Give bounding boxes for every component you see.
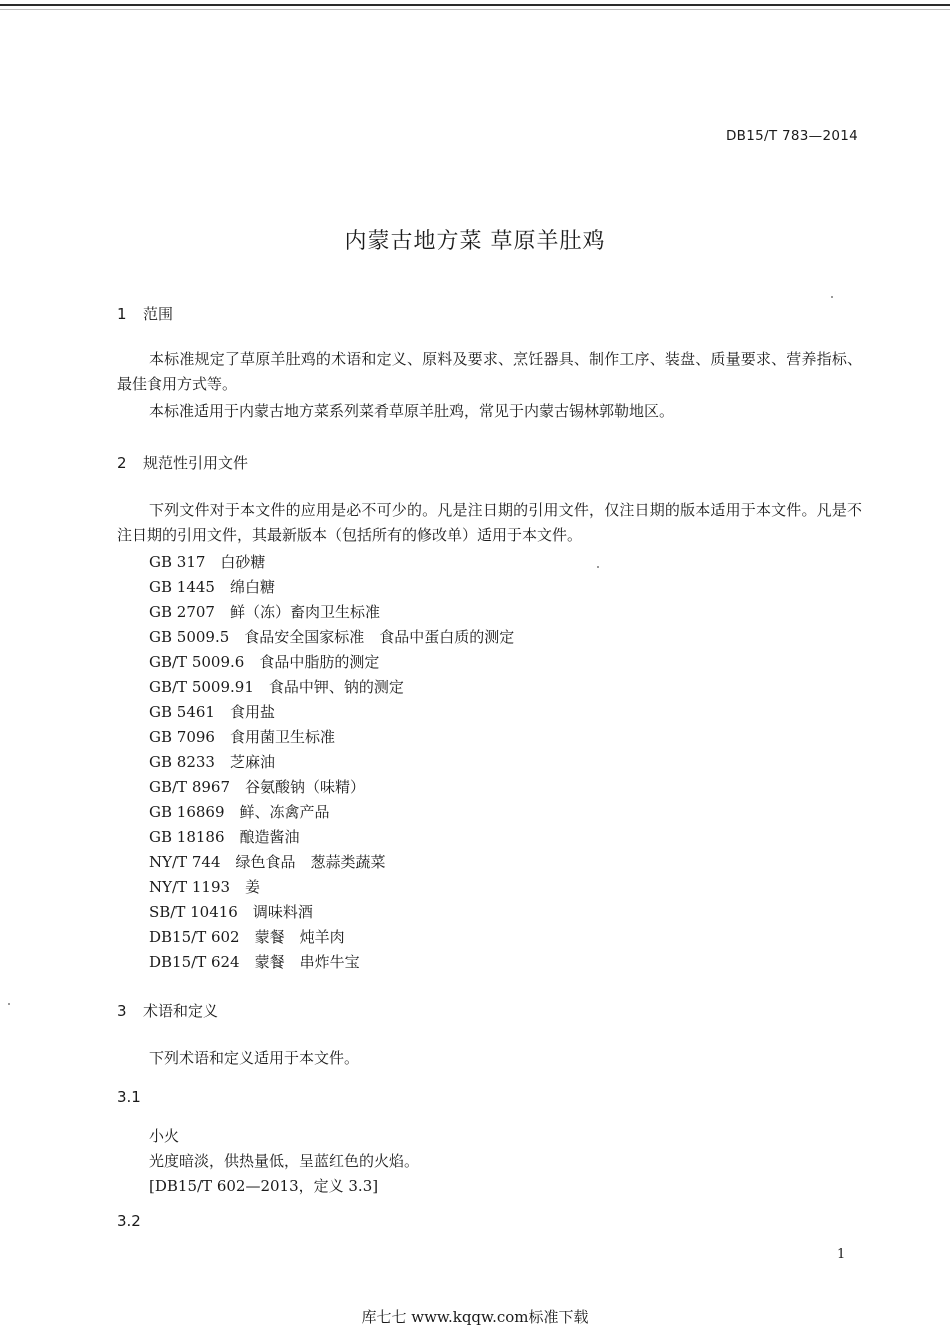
- section-number: 1: [117, 305, 127, 323]
- top-border-line: [0, 4, 950, 6]
- reference-item: GB 5009.5 食品安全国家标准 食品中蛋白质的测定: [149, 628, 515, 646]
- reference-item: GB 16869 鲜、冻禽产品: [149, 803, 330, 821]
- section-title: 规范性引用文件: [143, 454, 249, 472]
- reference-item: GB/T 5009.6 食品中脂肪的测定: [149, 653, 380, 671]
- paragraph-references-intro: 下列文件对于本文件的应用是必不可少的。凡是注日期的引用文件，仅注日期的版本适用于本文件。凡是不注日期的引用文件，其最新版本（包括所有的修改单）适用于本文件。: [117, 501, 862, 544]
- reference-item: DB15/T 602 蒙餐 炖羊肉: [149, 928, 345, 946]
- subsection-number-3-1: 3.1: [117, 1088, 141, 1106]
- reference-item: GB 5461 食用盐: [149, 703, 275, 721]
- document-title: 内蒙古地方菜 草原羊肚鸡: [344, 229, 606, 254]
- footer-watermark: 库七七 www.kqqw.com标准下载: [361, 1308, 589, 1326]
- top-border-line-thin: [0, 9, 950, 10]
- section-title: 术语和定义: [143, 1002, 219, 1020]
- page-number: 1: [837, 1247, 846, 1262]
- section-number: 2: [117, 454, 127, 472]
- scan-speck: [8, 1003, 10, 1005]
- reference-item: GB 317 白砂糖: [149, 553, 266, 571]
- paragraph-scope-1: 本标准规定了草原羊肚鸡的术语和定义、原料及要求、烹饪器具、制作工序、装盘、质量要求、营养指标、最佳食用方式等。: [117, 350, 862, 393]
- reference-item: SB/T 10416 调味料酒: [149, 903, 313, 921]
- reference-item: GB 2707 鲜（冻）畜肉卫生标准: [149, 603, 380, 621]
- scan-speck: [597, 566, 599, 568]
- section-number: 3: [117, 1002, 127, 1020]
- section-heading-1: [117, 303, 173, 324]
- reference-item: DB15/T 624 蒙餐 串炸牛宝: [149, 953, 360, 971]
- document-number: DB15/T 783—2014: [725, 128, 858, 144]
- reference-item: GB/T 8967 谷氨酸钠（味精）: [149, 778, 366, 796]
- section-heading-3: [117, 1000, 218, 1021]
- reference-item: GB/T 5009.91 食品中钾、钠的测定: [149, 678, 404, 696]
- paragraph-scope-2: 本标准适用于内蒙古地方菜系列菜肴草原羊肚鸡，常见于内蒙古锡林郭勒地区。: [149, 402, 675, 420]
- term-name: 小火: [149, 1127, 180, 1145]
- paragraph-terms-intro: 下列术语和定义适用于本文件。: [149, 1049, 360, 1067]
- subsection-number-3-2: 3.2: [117, 1212, 141, 1230]
- section-heading-2: [117, 452, 248, 473]
- reference-item: GB 8233 芝麻油: [149, 753, 275, 771]
- reference-item: NY/T 744 绿色食品 葱蒜类蔬菜: [149, 853, 386, 871]
- reference-item: NY/T 1193 姜: [149, 878, 261, 896]
- reference-item: GB 7096 食用菌卫生标准: [149, 728, 335, 746]
- section-title: 范围: [143, 305, 174, 323]
- reference-item: GB 18186 酿造酱油: [149, 828, 300, 846]
- term-definition: 光度暗淡，供热量低，呈蓝红色的火焰。: [149, 1152, 420, 1170]
- reference-item: GB 1445 绵白糖: [149, 578, 275, 596]
- scan-speck: [831, 296, 833, 298]
- term-source: [DB15/T 602—2013，定义 3.3]: [149, 1177, 379, 1195]
